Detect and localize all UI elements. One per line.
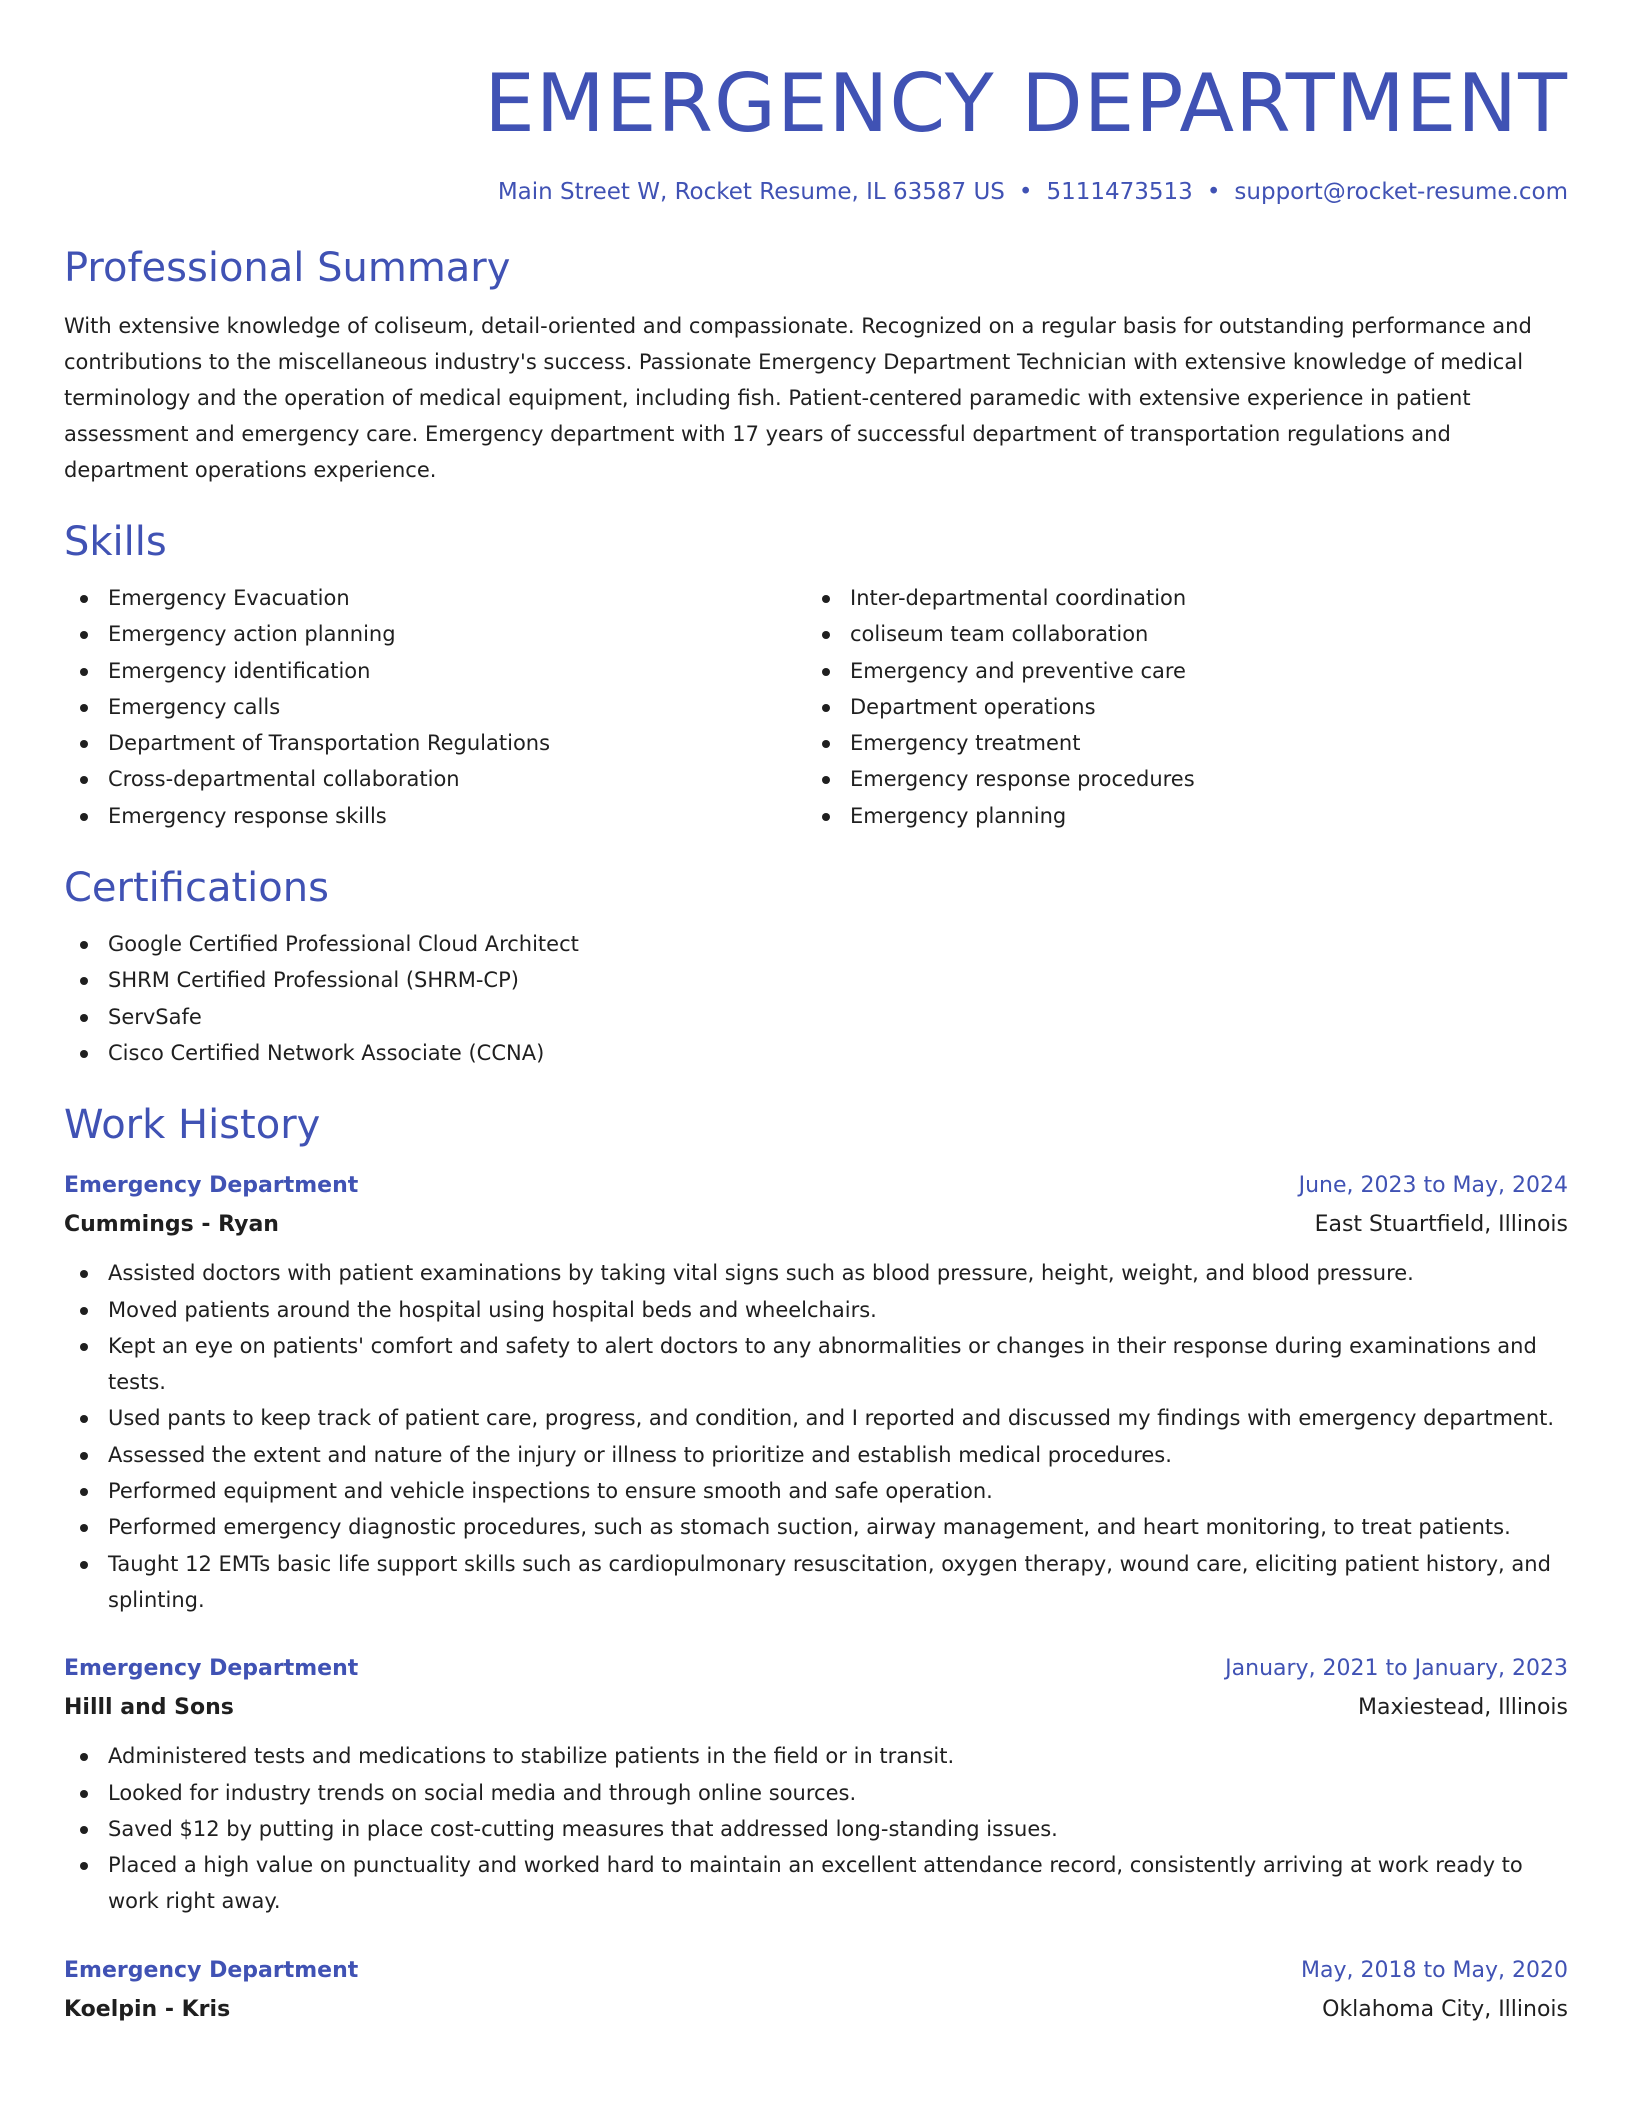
job-bullet: Assessed the extent and nature of the injury or illness to prioritize and establish medical procedures. — [64, 1437, 1568, 1473]
work-history-heading: Work History — [64, 1102, 321, 1149]
skill-item: Emergency response skills — [64, 798, 806, 834]
certification-item: Cisco Certified Network Associate (CCNA) — [64, 1035, 1568, 1071]
job-entry — [64, 1952, 1568, 2030]
job-bullet: Kept an eye on patients' comfort and safety to alert doctors to any abnormalities or changes in their response during examinations and tests. — [64, 1328, 1568, 1401]
job-bullets — [64, 1255, 1568, 1618]
skill-item: Inter-departmental coordination — [806, 580, 1548, 616]
job-title: Emergency Department — [64, 1656, 359, 1682]
skills-column-left — [64, 580, 806, 834]
certification-item: SHRM Certified Professional (SHRM-CP) — [64, 962, 1568, 998]
job-bullet: Used pants to keep track of patient care, progress, and condition, and I reported and discussed my findings with emergency department. — [64, 1400, 1568, 1436]
job-dates: May, 2018 to May, 2020 — [1301, 1957, 1568, 1983]
contact-line — [64, 174, 1568, 210]
job-bullet: Taught 12 EMTs basic life support skills such as cardiopulmonary resuscitation, oxygen therapy, wound care, eliciting patient history, and splinting. — [64, 1546, 1568, 1619]
skill-item: Cross-departmental collaboration — [64, 761, 806, 797]
job-company: Cummings - Ryan — [64, 1212, 279, 1238]
job-dates: June, 2023 to May, 2024 — [1298, 1173, 1568, 1199]
skill-item: Emergency identification — [64, 653, 806, 689]
job-entry — [64, 1650, 1568, 1919]
skill-item: Emergency calls — [64, 689, 806, 725]
summary-heading: Professional Summary — [64, 245, 511, 291]
job-bullets — [64, 1738, 1568, 1919]
job-company: Koelpin - Kris — [64, 1996, 231, 2022]
job-title: Emergency Department — [64, 1173, 359, 1199]
job-company-row — [64, 1688, 1568, 1728]
skills-list — [64, 580, 1568, 834]
job-location: Oklahoma City, Illinois — [1322, 1996, 1568, 2022]
job-company-row — [64, 1990, 1568, 2030]
job-bullet: Performed emergency diagnostic procedures, such as stomach suction, airway management, and heart monitoring, to treat patients. — [64, 1509, 1568, 1545]
job-header-row — [64, 1650, 1568, 1688]
skill-item: Emergency and preventive care — [806, 653, 1548, 689]
skill-item: Department operations — [806, 689, 1548, 725]
contact-separator: • — [1206, 179, 1221, 205]
certification-item: Google Certified Professional Cloud Architect — [64, 926, 1568, 962]
skill-item: Emergency Evacuation — [64, 580, 806, 616]
certifications-heading: Certifications — [64, 865, 329, 912]
job-header-row — [64, 1167, 1568, 1205]
contact-address: Main Street W, Rocket Resume, IL 63587 US — [497, 179, 1005, 205]
job-entry — [64, 1167, 1568, 1618]
job-dates: January, 2021 to January, 2023 — [1225, 1656, 1568, 1682]
job-bullet: Looked for industry trends on social media and through online sources. — [64, 1775, 1568, 1811]
job-company-row — [64, 1205, 1568, 1245]
job-bullet: Assisted doctors with patient examinations by taking vital signs such as blood pressure, height, weight, and blood pressure. — [64, 1255, 1568, 1291]
resume-page — [64, 0, 1568, 2030]
skill-item: Emergency action planning — [64, 616, 806, 652]
job-company: Hilll and Sons — [64, 1695, 234, 1721]
job-header-row — [64, 1952, 1568, 1990]
skill-item: Emergency planning — [806, 798, 1548, 834]
job-bullet: Placed a high value on punctuality and worked hard to maintain an excellent attendance record, consistently arriving at work ready to work right away. — [64, 1847, 1568, 1920]
certifications-list — [64, 926, 1568, 1071]
skills-column-right — [806, 580, 1548, 834]
contact-separator: • — [1018, 179, 1033, 205]
job-bullet: Moved patients around the hospital using hospital beds and wheelchairs. — [64, 1292, 1568, 1328]
job-location: Maxiestead, Illinois — [1358, 1695, 1568, 1721]
contact-phone: 5111473513 — [1046, 179, 1193, 205]
job-bullet: Administered tests and medications to stabilize patients in the field or in transit. — [64, 1738, 1568, 1774]
skill-item: Department of Transportation Regulations — [64, 725, 806, 761]
job-bullet: Performed equipment and vehicle inspections to ensure smooth and safe operation. — [64, 1473, 1568, 1509]
certification-item: ServSafe — [64, 999, 1568, 1035]
work-history-list — [64, 1167, 1568, 2029]
skills-heading: Skills — [64, 519, 167, 565]
job-bullet: Saved $12 by putting in place cost-cutting measures that addressed long-standing issues. — [64, 1811, 1568, 1847]
job-location: East Stuartfield, Illinois — [1314, 1212, 1568, 1238]
contact-email[interactable]: support@rocket-resume.com — [1234, 179, 1568, 205]
skill-item: Emergency treatment — [806, 725, 1548, 761]
summary-text: With extensive knowledge of coliseum, detail-oriented and compassionate. Recognized on a regular basis for outstanding performance and contributions to the miscellaneous industry's success. Passionate Emergency Department Technician with extensive knowledge of medical terminology and the operation of medical equipment, including fish. Patient-centered paramedic with extensive experience in patient assessment and emergency care. Emergency department with 17 years of successful department of transportation regulations and department operations experience. — [64, 314, 1532, 482]
skill-item: coliseum team collaboration — [806, 616, 1548, 652]
skill-item: Emergency response procedures — [806, 761, 1548, 797]
job-title: Emergency Department — [64, 1957, 359, 1983]
resume-name-title: EMERGENCY DEPARTMENT — [484, 57, 1568, 150]
